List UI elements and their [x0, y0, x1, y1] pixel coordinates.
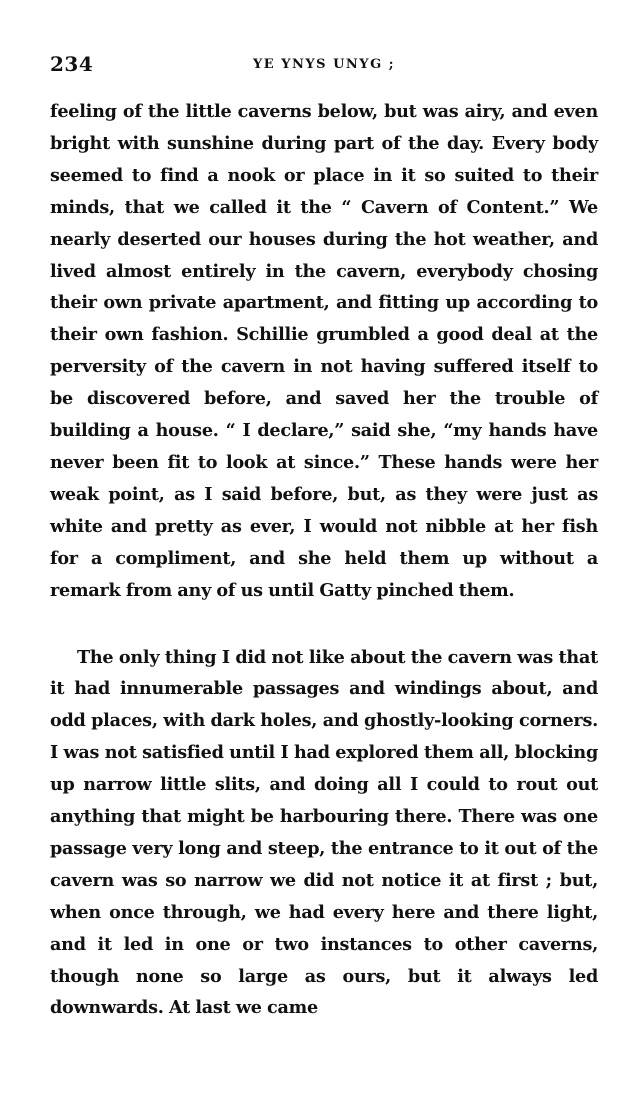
book-page: [50, 52, 598, 1024]
page-number: 234: [50, 52, 94, 76]
paragraph-passages: The only thing I did not like about the cavern was that it had innumerable passages and windings about, and odd places, with dark holes, and ghostly-looking corners. I was not satisfied until I had explored them all, blocking up narrow little slits, and doing all I could to rout out anything that might be harbouring there. There was one passage very long and steep, the entrance to it out of the cavern was so narrow we did not notice it at first ; but, when once through, we had every here and there light, and it led in one or two instances to other caverns, though none so large as ours, but it always led downwards. At last we came: [50, 646, 598, 1019]
paragraph-cavern-of-content: feeling of the little caverns below, but was airy, and even bright with sunshine during part of the day. Every body seemed to find a nook or place in it so suited to their minds, that we called it the “ Cavern of Content.” We nearly deserted our houses during the hot weather, and lived almost entirely in the cavern, everybody chosing their own private apartment, and fitting up according to their own fashion. Schillie grumbled a good deal at the perversity of the cavern in not having suffered itself to be discovered before, and saved her the trouble of building a house. “ I declare,” said she, “my hands have never been fit to look at since.” These hands were her weak point, as I said before, but, as they were just as white and pretty as ever, I would not nibble at her fish for a compliment, and she held them up without a remark from any of us until Gatty pinched them.: [50, 101, 598, 601]
running-title: YE YNYS UNYG ;: [253, 57, 395, 72]
page-header: [50, 52, 598, 88]
